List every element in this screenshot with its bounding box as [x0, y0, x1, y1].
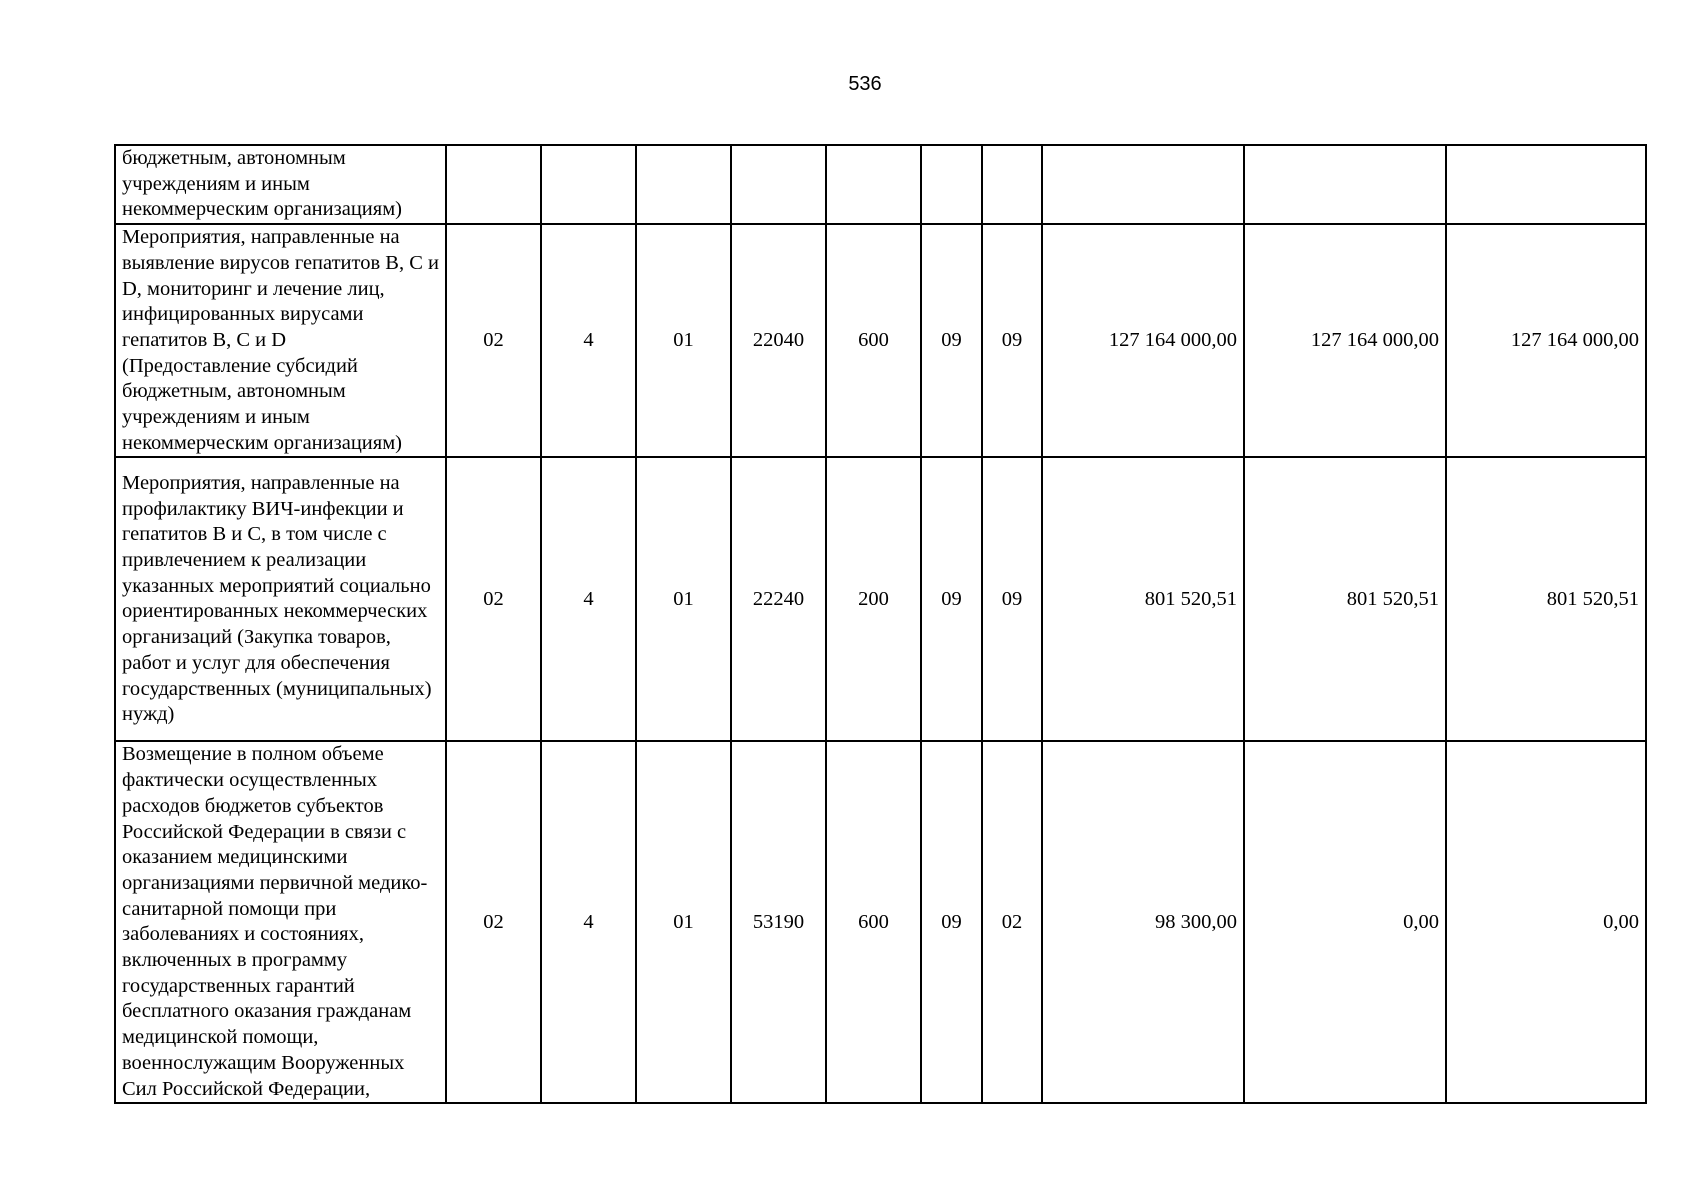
- expense-type-code: [826, 145, 921, 224]
- expense-type-code: 600: [826, 224, 921, 457]
- direction-code: 22240: [731, 457, 826, 741]
- direction-code: [731, 145, 826, 224]
- row-description: Возмещение в полном объеме фактически осуществленных расходов бюджетов субъектов Российской Федерации в связи с оказанием медицинскими организациями первичной медико-санитарной помощи при заболеваниях и состояниях, включенных в программу государственных гарантий бесплатного оказания гражданам медицинской помощи, военнослужащим Вооруженных Сил Российской Федерации,: [115, 741, 446, 1103]
- program-code: 02: [446, 457, 541, 741]
- section-code: 09: [921, 457, 982, 741]
- main-event-code: 01: [636, 224, 731, 457]
- table-row: [115, 457, 1646, 741]
- program-code: 02: [446, 741, 541, 1103]
- page-number: 536: [848, 73, 882, 95]
- subsection-code: 09: [982, 457, 1042, 741]
- main-event-code: [636, 145, 731, 224]
- amount-3: [1446, 145, 1646, 224]
- amount-3: 127 164 000,00: [1446, 224, 1646, 457]
- amount-2: 0,00: [1244, 741, 1446, 1103]
- amount-2: 127 164 000,00: [1244, 224, 1446, 457]
- program-code: [446, 145, 541, 224]
- subsection-code: 02: [982, 741, 1042, 1103]
- main-event-code: 01: [636, 741, 731, 1103]
- section-code: 09: [921, 224, 982, 457]
- main-event-code: 01: [636, 457, 731, 741]
- amount-2: [1244, 145, 1446, 224]
- expense-type-code: 600: [826, 741, 921, 1103]
- amount-1: [1042, 145, 1244, 224]
- amount-1: 98 300,00: [1042, 741, 1244, 1103]
- section-code: [921, 145, 982, 224]
- row-description: бюджетным, автономным учреждениям и иным некоммерческим организациям): [115, 145, 446, 224]
- subsection-code: [982, 145, 1042, 224]
- amount-3: 0,00: [1446, 741, 1646, 1103]
- amount-1: 801 520,51: [1042, 457, 1244, 741]
- subprogram-code: 4: [541, 224, 636, 457]
- subsection-code: 09: [982, 224, 1042, 457]
- expense-type-code: 200: [826, 457, 921, 741]
- subprogram-code: [541, 145, 636, 224]
- row-description: Мероприятия, направленные на выявление вирусов гепатитов В, С и D, мониторинг и лечение лиц, инфицированных вирусами гепатитов В, С и D (Предоставление субсидий бюджетным, автономным учреждениям и иным некоммерческим организациям): [115, 224, 446, 457]
- subprogram-code: 4: [541, 457, 636, 741]
- table-row: [115, 224, 1646, 457]
- subprogram-code: 4: [541, 741, 636, 1103]
- table-row: [115, 741, 1646, 1103]
- program-code: 02: [446, 224, 541, 457]
- table-row: [115, 145, 1646, 224]
- direction-code: 53190: [731, 741, 826, 1103]
- budget-table: [114, 144, 1647, 1104]
- amount-3: 801 520,51: [1446, 457, 1646, 741]
- direction-code: 22040: [731, 224, 826, 457]
- row-description: Мероприятия, направленные на профилактику ВИЧ-инфекции и гепатитов В и С, в том числе с привлечением к реализации указанных мероприятий социально ориентированных некоммерческих организаций (Закупка товаров, работ и услуг для обеспечения государственных (муниципальных) нужд): [115, 457, 446, 741]
- section-code: 09: [921, 741, 982, 1103]
- amount-1: 127 164 000,00: [1042, 224, 1244, 457]
- amount-2: 801 520,51: [1244, 457, 1446, 741]
